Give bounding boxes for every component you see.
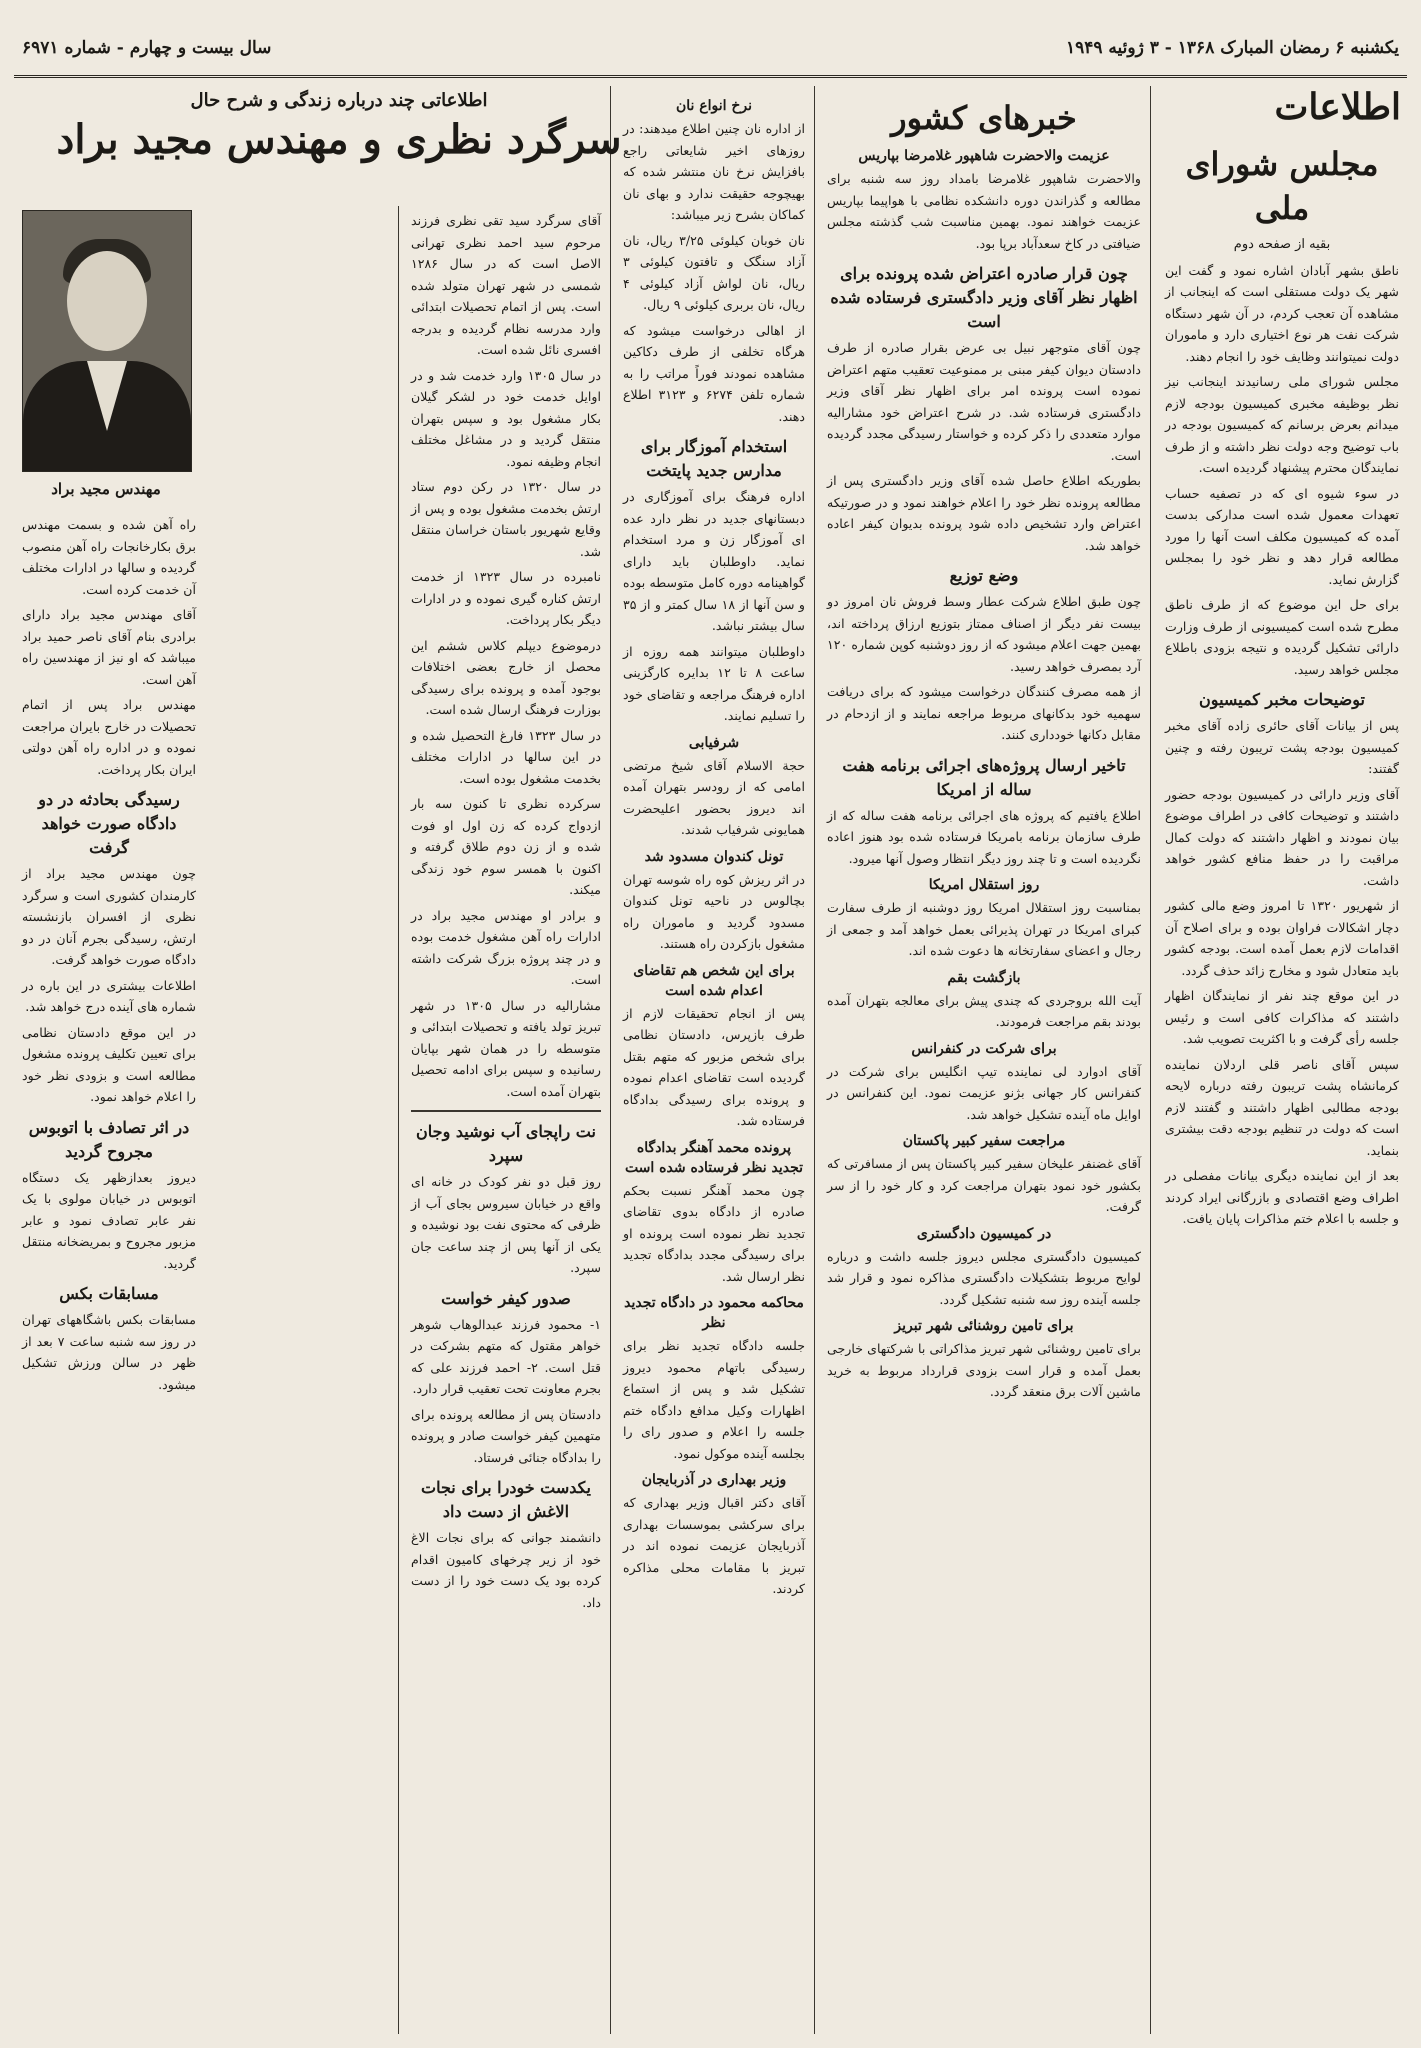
news-headline: بازگشت بقم — [947, 969, 1021, 986]
separator — [411, 1110, 601, 1112]
news-paragraph: بمناسبت روز استقلال امریکا روز دوشنبه از طرف سفارت کبرای امریکا در تهران پذیرائی بعمل خواهد آمد و جمعی از رجال و اعضای سفارتخانه ها دعوت شده اند. — [827, 900, 1141, 958]
lead-paragraph: مهندس براد پس از اتمام تحصیلات در خارج بایران مراجعت نموده و در اداره راه آهن دولتی ایران بکار پرداخت. — [22, 697, 196, 777]
majlis-paragraph: برای حل این موضوع که از طرف ناطق مطرح شده است کمیسیونی از طرف وزارت دارائی تشکیل گردیده و نتیجه بزودی باطلاع مجلس خواهد رسید. — [1165, 597, 1399, 677]
prices-paragraph: از اهالی درخواست میشود که هرگاه تخلفی از طرف دکاکین مشاهده نمودند فوراً مراتب را به شماره تلفن ۶۲۷۴ و ۳۱۲۳ اطلاع دهند. — [623, 322, 805, 424]
majlis-subhead: توضیحات مخبر کمیسیون — [1199, 690, 1365, 709]
news-paragraph: اطلاع یافتیم که پروژه های اجرائی برنامه هفت ساله که از طرف سازمان برنامه بامریکا فرستاده شده بود هنوز اعاده نگردیده است و تا چند روز دیگر انتظار وصول آنها میرود. — [827, 807, 1141, 866]
majlis-subtitle: بقیه از صفحه دوم — [1233, 237, 1331, 252]
news-paragraph: چون طبق اطلاع شرکت عطار وسط فروش نان امروز دو بیست نفر دیگر از اصناف ممتاز بتوزیع ارزاق پرداخته اند، بهمین جهت اعلام میشود که از روز دوشنبه کوپن شماره ۱۲۰ آرد بمصرف خواهد رسید. — [827, 594, 1141, 674]
majlis-paragraph: مجلس شورای ملی رسانیدند اینجانب نیز نظر بوظیفه مخبری کمیسیون بودجه لازم میدانم بعرض برسانم که کمیسیون بودجه در باب توضیح وجه دولت نظر داشته و از طرف نمایندگان محترم پیشنهاد گردیده است. — [1165, 374, 1399, 475]
news-headline: برای تامین روشنائی شهر تبریز — [894, 1318, 1074, 1334]
mix-paragraph: روز قبل دو نفر کودک در خانه ای واقع در خیابان سیروس بجای آب از ظرفی که محتوی نفت بود نوشیده و یکی از آنها پس از چند ساعت جان سپرد. — [411, 1174, 601, 1275]
prices-paragraph: اداره فرهنگ برای آموزگاری در دبستانهای جدید در نظر دارد عده ای آموزگار زن و مرد استخدام نماید. داوطلبان باید دارای گواهینامه دوره کامل متوسطه بوده و سن آنها از ۱۸ سال کمتر و از ۳۵ سال بیشتر نباشد. — [623, 489, 805, 633]
masthead-logo: اطلاعات — [1274, 86, 1401, 128]
top-strip — [14, 20, 1407, 78]
majlis-paragraph: از شهریور ۱۳۲۰ تا امروز وضع مالی کشور دچار اشکالات فراوان بوده و برای اصلاح آن اقدامات لازم بعمل آمده است. بودجه کشور باید متعادل شود و مخارج زائد حذف گردد. — [1165, 898, 1399, 978]
majlis-paragraph: پس از بیانات آقای حائری زاده آقای مخبر کمیسیون بودجه پشت تریبون رفته و چنین گفتند: — [1165, 718, 1399, 776]
mix-paragraph: نامبرده در سال ۱۳۲۳ از خدمت ارتش کناره گیری نموده و در ادارات دیگر بکار پرداخت. — [411, 569, 601, 627]
majlis-paragraph: آقای وزیر دارائی در کمیسیون بودجه حضور داشتند و توضیحات کافی در اطراف موضوع بیان نمودند و اظهار داشتند که دولت کمال مراقبت را در حفظ منافع کشور خواهد داشت. — [1165, 786, 1399, 888]
lead-kicker: اطلاعاتی چند درباره زندگی و شرح حال — [190, 90, 488, 111]
majlis-paragraph: ناطق بشهر آبادان اشاره نمود و گفت این شهر یک دولت مستقلی است که اینجانب از مشاهده آن تعجب کردم، در آن شهر دستگاه شرکت نفت هر نوع اختیاری دارد و ماموران دولت نمیتوانند وظایف خود را انجام دهند. — [1165, 262, 1399, 364]
portrait-frame — [16, 206, 196, 502]
news-paragraph: آقای غضنفر علیخان سفیر کبیر پاکستان پس از مسافرتی که بکشور خود نمود بتهران مراجعت کرد و کار خود را از سر گرفت. — [827, 1156, 1141, 1214]
prices-headline: پرونده محمد آهنگر بدادگاه تجدید نظر فرستاده شده است — [624, 1139, 804, 1176]
majlis-paragraph: بعد از این نماینده دیگری بیانات مفصلی در اطراف وضع اقتصادی و بازرگانی ایراد کردند و جلسه با اعلام ختم مذاکرات پایان یافت. — [1165, 1168, 1399, 1226]
mix-paragraph: درموضوع دیپلم کلاس ششم این محصل از خارج بعضی اختلافات بوجود آمده و پرونده برای رسیدگی بوزارت فرهنگ ارسال شده است. — [411, 637, 601, 717]
column-prices — [615, 86, 813, 2034]
lead-headline: مسابقات بکس — [59, 1284, 159, 1303]
column-lead — [14, 510, 204, 2034]
lead-paragraph: در این موقع دادستان نظامی برای تعیین تکلیف پرونده مشغول مطالعه است و بزودی نظر خود را اعلام خواهد نمود. — [22, 1024, 196, 1104]
prices-paragraph: داوطلبان میتوانند همه روزه از ساعت ۸ تا ۱۲ بدایره کارگزینی اداره فرهنگ مراجعه و تقاضای خود را تسلیم نمایند. — [623, 643, 805, 723]
prices-headline: برای این شخص هم تقاضای اعدام شده است — [633, 962, 795, 999]
mix-paragraph: و برادر او مهندس مجید براد در ادارات راه آهن مشغول خدمت بوده و در چند پروژه بزرگ شرکت داشته است. — [411, 907, 601, 987]
news-paragraph: چون آقای متوجهر نبیل بی عرض بقرار صادره از طرف دادستان دیوان کیفر مبنی بر ممنوعیت تعقیب متهم اعتراض نموده است پرونده امر برای اظهار نظر آقای وزیر دادگستری فرستاده شد. در شرح اعتراض خود مشارالیه موارد متعددی را ذکر کرده و خواستار رسیدگی مجدد گردیده است. — [827, 340, 1141, 463]
column-rule — [1150, 86, 1151, 2034]
column-rule — [398, 206, 399, 2034]
news-title: خبرهای کشور — [891, 99, 1077, 137]
lead-paragraph: اطلاعات بیشتری در این باره در شماره های آینده درج خواهد شد. — [22, 977, 196, 1014]
portrait-caption: مهندس مجید براد — [51, 480, 161, 498]
prices-paragraph: چون محمد آهنگر نسبت بحکم صادره از دادگاه بدوی تقاضای تجدید نظر نموده است پرونده او برای رسیدگی مجدد بدادگاه تجدید نظر ارسال شد. — [623, 1182, 805, 1284]
prices-headline: نرخ انواع نان — [675, 98, 753, 114]
news-headline: وضع توزیع — [949, 566, 1019, 585]
lead-headline: رسیدگی بحادثه در دو دادگاه صورت خواهد گرفت — [38, 790, 180, 857]
column-majlis — [1157, 132, 1407, 2034]
prices-paragraph: در اثر ریزش کوه راه شوسه تهران بچالوس در ناحیه تونل کندوان مسدود گردید و ماموران راه مشغول بازکردن راه هستند. — [623, 871, 805, 951]
portrait-photo — [22, 210, 192, 472]
prices-paragraph: نان خوبان کیلوئی ۳/۲۵ ریال، نان آزاد سنگک و تافتون کیلوئی ۳ ریال، نان لواش آزاد کیلوئی ۴ ریال، نان بربری کیلوئی ۹ ریال. — [623, 232, 805, 312]
news-paragraph: کمیسیون دادگستری مجلس دیروز جلسه داشت و درباره لوایح مربوط بتشکیلات دادگستری مذاکره نمود و قرار شد جلسه آینده روز سه شنبه تشکیل گردد. — [827, 1248, 1141, 1307]
mix-headline: صدور کیفر خواست — [441, 1288, 571, 1308]
lead-title: سرگرد نظری و مهندس مجید براد — [56, 116, 622, 163]
news-paragraph: بطوریکه اطلاع حاصل شده آقای وزیر دادگستری پس از مطالعه پرونده نظر خود را اعلام خواهند نمود و در صورتیکه اعتراض وارد تشخیص داده شود پرونده بدیوان کیفر اعاده خواهد شد. — [827, 473, 1141, 553]
news-paragraph: والاحضرت شاهپور غلامرضا بامداد روز سه شنبه برای مطالعه و گذراندن دوره دانشکده نظامی با هواپیما بپاریس عزیمت خواهند نمود. بهمین مناسبت شب گذشته مجلس ضیافتی در کاخ سعدآباد برپا بود. — [827, 171, 1141, 251]
issue-line: سال بیست و چهارم - شماره ۶۹۷۱ — [22, 37, 272, 58]
mix-paragraph: سرکرده نظری تا کنون سه بار ازدواج کرده که زن اول او فوت شده و از زن دوم طلاق گرفته و اکنون با همسر سوم خود زندگی میکند. — [411, 796, 601, 897]
mix-paragraph: در سال ۱۳۲۳ فارغ التحصیل شده و در این سالها در ادارات مختلف بخدمت مشغول بوده است. — [411, 727, 601, 786]
mix-paragraph: مشارالیه در سال ۱۳۰۵ در شهر تبریز تولد یافته و تحصیلات ابتدائی و متوسطه را در همان شهر بپایان رسانیده و سپس برای ادامه تحصیل بتهران آمده است. — [411, 997, 601, 1099]
column-rule — [610, 86, 611, 2034]
majlis-paragraph: در سوء شیوه ای که در تصفیه حساب تعهدات معمول شده است مدارکی بدست آمده که کمیسیون مکلف است آنها را مورد مطالعه قرار دهد و نظر خود را بمجلس گزارش نماید. — [1165, 485, 1399, 587]
news-headline: عزیمت والاحضرت شاهپور غلامرضا بپاریس — [858, 148, 1110, 164]
prices-paragraph: حجة الاسلام آقای شیخ مرتضی امامی که از رودسر بتهران آمده اند دیروز بحضور اعلیحضرت همایونی شرفیاب شدند. — [623, 757, 805, 837]
prices-headline: شرفیابی — [688, 734, 740, 751]
mix-paragraph: آقای سرگرد سید تقی نظری فرزند مرحوم سید احمد نظری تهرانی الاصل است که در سال ۱۲۸۶ شمسی در شهر تهران متولد شده است. پس از اتمام تحصیلات ابتدائی وارد مدرسه نظام گردیده و بدرجه افسری نائل شده است. — [411, 213, 601, 357]
prices-paragraph: جلسه دادگاه تجدید نظر برای رسیدگی باتهام محمود دیروز تشکیل شد و پس از استماع اظهارات وکیل مدافع دادگاه ختم جلسه را اعلام و صدور رای را بجلسه آینده موکول نمود. — [623, 1338, 805, 1461]
news-headline: در کمیسیون دادگستری — [916, 1225, 1052, 1242]
news-headline: تاخیر ارسال پروژه‌های اجرائی برنامه هفت ساله از امریکا — [842, 755, 1126, 799]
lead-banner — [14, 86, 664, 204]
lead-paragraph: دیروز بعدازظهر یک دستگاه اتوبوس در خیابان مولوی با یک نفر عابر تصادف نمود و عابر مزبور مجروح و بمریضخانه منتقل گردید. — [22, 1169, 196, 1271]
prices-headline: تونل کندوان مسدود شد — [644, 848, 784, 865]
lead-paragraph: راه آهن شده و بسمت مهندس برق بکارخانجات راه آهن منصوب گردیده و سالها در ادارات مختلف آن خدمت کرده است. — [22, 517, 196, 597]
majlis-title: مجلس شورای ملی — [1185, 145, 1379, 227]
column-rule — [814, 86, 815, 2034]
lead-paragraph: مسابقات بکس باشگاههای تهران در روز سه شنبه ساعت ۷ بعد از ظهر در سالن ورزش تشکیل میشود. — [22, 1312, 197, 1392]
news-paragraph: برای تامین روشنائی شهر تبریز مذاکراتی با شرکتهای خارجی بعمل آمده و قرار است بزودی قرارداد مربوط به خرید ماشین آلات برق منعقد گردد. — [827, 1341, 1141, 1399]
lead-paragraph: آقای مهندس مجید براد دارای برادری بنام آقای ناصر حمید براد میباشد که او نیز از مهندسین راه آهن است. — [22, 607, 196, 687]
news-paragraph: آقای ادوارد لی نماینده تیپ انگلیس برای شرکت در کنفرانس کار جهانی بژنو عزیمت نمود. این کنفرانس در اوایل ماه آینده تشکیل خواهد شد. — [827, 1063, 1141, 1122]
lead-headline: در اثر تصادف با اتوبوس مجروح گردید — [28, 1117, 190, 1161]
prices-paragraph: از اداره نان چنین اطلاع میدهند: در روزهای اخیر شایعاتی راجع بافزایش نرخ نان منتشر شده که بهیچوجه حقیقت ندارد و بهای نان کماکان بشرح زیر میباشد: — [623, 121, 805, 222]
prices-headline: وزیر بهداری در آذربایجان — [641, 1472, 787, 1488]
majlis-paragraph: در این موقع چند نفر از نمایندگان اظهار داشتند که مذاکرات کافی است و رئیس جلسه رأی گرفت و با اکثریت تصویب شد. — [1165, 988, 1399, 1046]
mix-paragraph: دانشمند جوانی که برای نجات الاغ خود از زیر چرخهای کامیون اقدام کرده بود یک دست خود را از دست داد. — [411, 1530, 601, 1610]
mix-paragraph: ۱- محمود فرزند عبدالوهاب شوهر خواهر مقتول که متهم بشرکت در قتل است. ۲- احمد فرزند علی که بجرم معاونت تحت تعقیب قرار دارد. — [411, 1316, 601, 1396]
mix-paragraph: در سال ۱۳۰۵ وارد خدمت شد و در اوایل خدمت خود در لشکر گیلان بکار مشغول بود و سپس بتهران منتقل گردید و در مشاغل مختلف انجام وظیفه نمود. — [411, 367, 601, 469]
news-paragraph: از همه مصرف کنندگان درخواست میشود که برای دریافت سهمیه خود بدکانهای مربوط مراجعه نمایند و از ازدحام در مقابل دکانها خودداری کنند. — [827, 684, 1141, 742]
prices-headline: استخدام آموزگار برای مدارس جدید پایتخت — [640, 437, 788, 480]
column-news — [819, 86, 1149, 2034]
news-paragraph: آیت الله بروجردی که چندی پیش برای معالجه بتهران آمده بودند بقم مراجعت فرمودند. — [827, 992, 1141, 1029]
mix-headline: یکدست خودرا برای نجات الاغش از دست داد — [421, 1478, 591, 1521]
news-headline: روز استقلال امریکا — [928, 877, 1040, 893]
majlis-paragraph: سپس آقای ناصر قلی اردلان نماینده کرمانشاه پشت تریبون رفته درباره لایحه بودجه مطالبی اظهار داشتند و گفتند لازم است که دولت در تنظیم بودجه دقت بیشتری بنماید. — [1165, 1056, 1399, 1158]
news-headline: برای شرکت در کنفرانس — [911, 1040, 1057, 1057]
mix-paragraph: دادستان پس از مطالعه پرونده برای متهمین کیفر خواست صادر و پرونده را بدادگاه جنائی فرستاد. — [411, 1406, 601, 1465]
lead-paragraph: چون مهندس مجید براد از کارمندان کشوری است و سرگرد نظری از افسران بازنشسته ارتش، رسیدگی بجرم آنان در دو دادگاه صورت خواهد گرفت. — [22, 866, 196, 967]
news-headline: چون قرار صادره اعتراض شده پرونده برای اظهار نظر آقای وزیر دادگستری فرستاده شده است — [830, 264, 1138, 331]
mix-paragraph: در سال ۱۳۲۰ در رکن دوم ستاد ارتش بخدمت مشغول بوده و پس از وقایع شهریور باستان خراسان منتقل شد. — [411, 479, 601, 559]
date-line: یکشنبه ۶ رمضان المبارک ۱۳۶۸ - ۳ ژوئیه ۱۹۴۹ — [1065, 37, 1399, 58]
prices-paragraph: آقای دکتر اقبال وزیر بهداری که برای سرکشی بموسسات بهداری آذربایجان عزیمت نموده اند در تبریز با مقامات محلی مذاکره کردند. — [623, 1495, 805, 1596]
mix-headline: نت راپجای آب نوشید وجان سپرد — [416, 1122, 596, 1165]
news-headline: مراجعت سفیر کبیر پاکستان — [902, 1133, 1066, 1149]
prices-paragraph: پس از انجام تحقیقات لازم از طرف بازپرس، دادستان نظامی برای شخص مزبور که متهم بقتل گردیده است تقاضای اعدام نموده و پرونده برای رسیدگی بدادگاه فرستاده شد. — [623, 1005, 805, 1128]
prices-headline: محاکمه محمود در دادگاه تجدید نظر — [624, 1295, 804, 1331]
column-mix — [403, 206, 609, 2034]
